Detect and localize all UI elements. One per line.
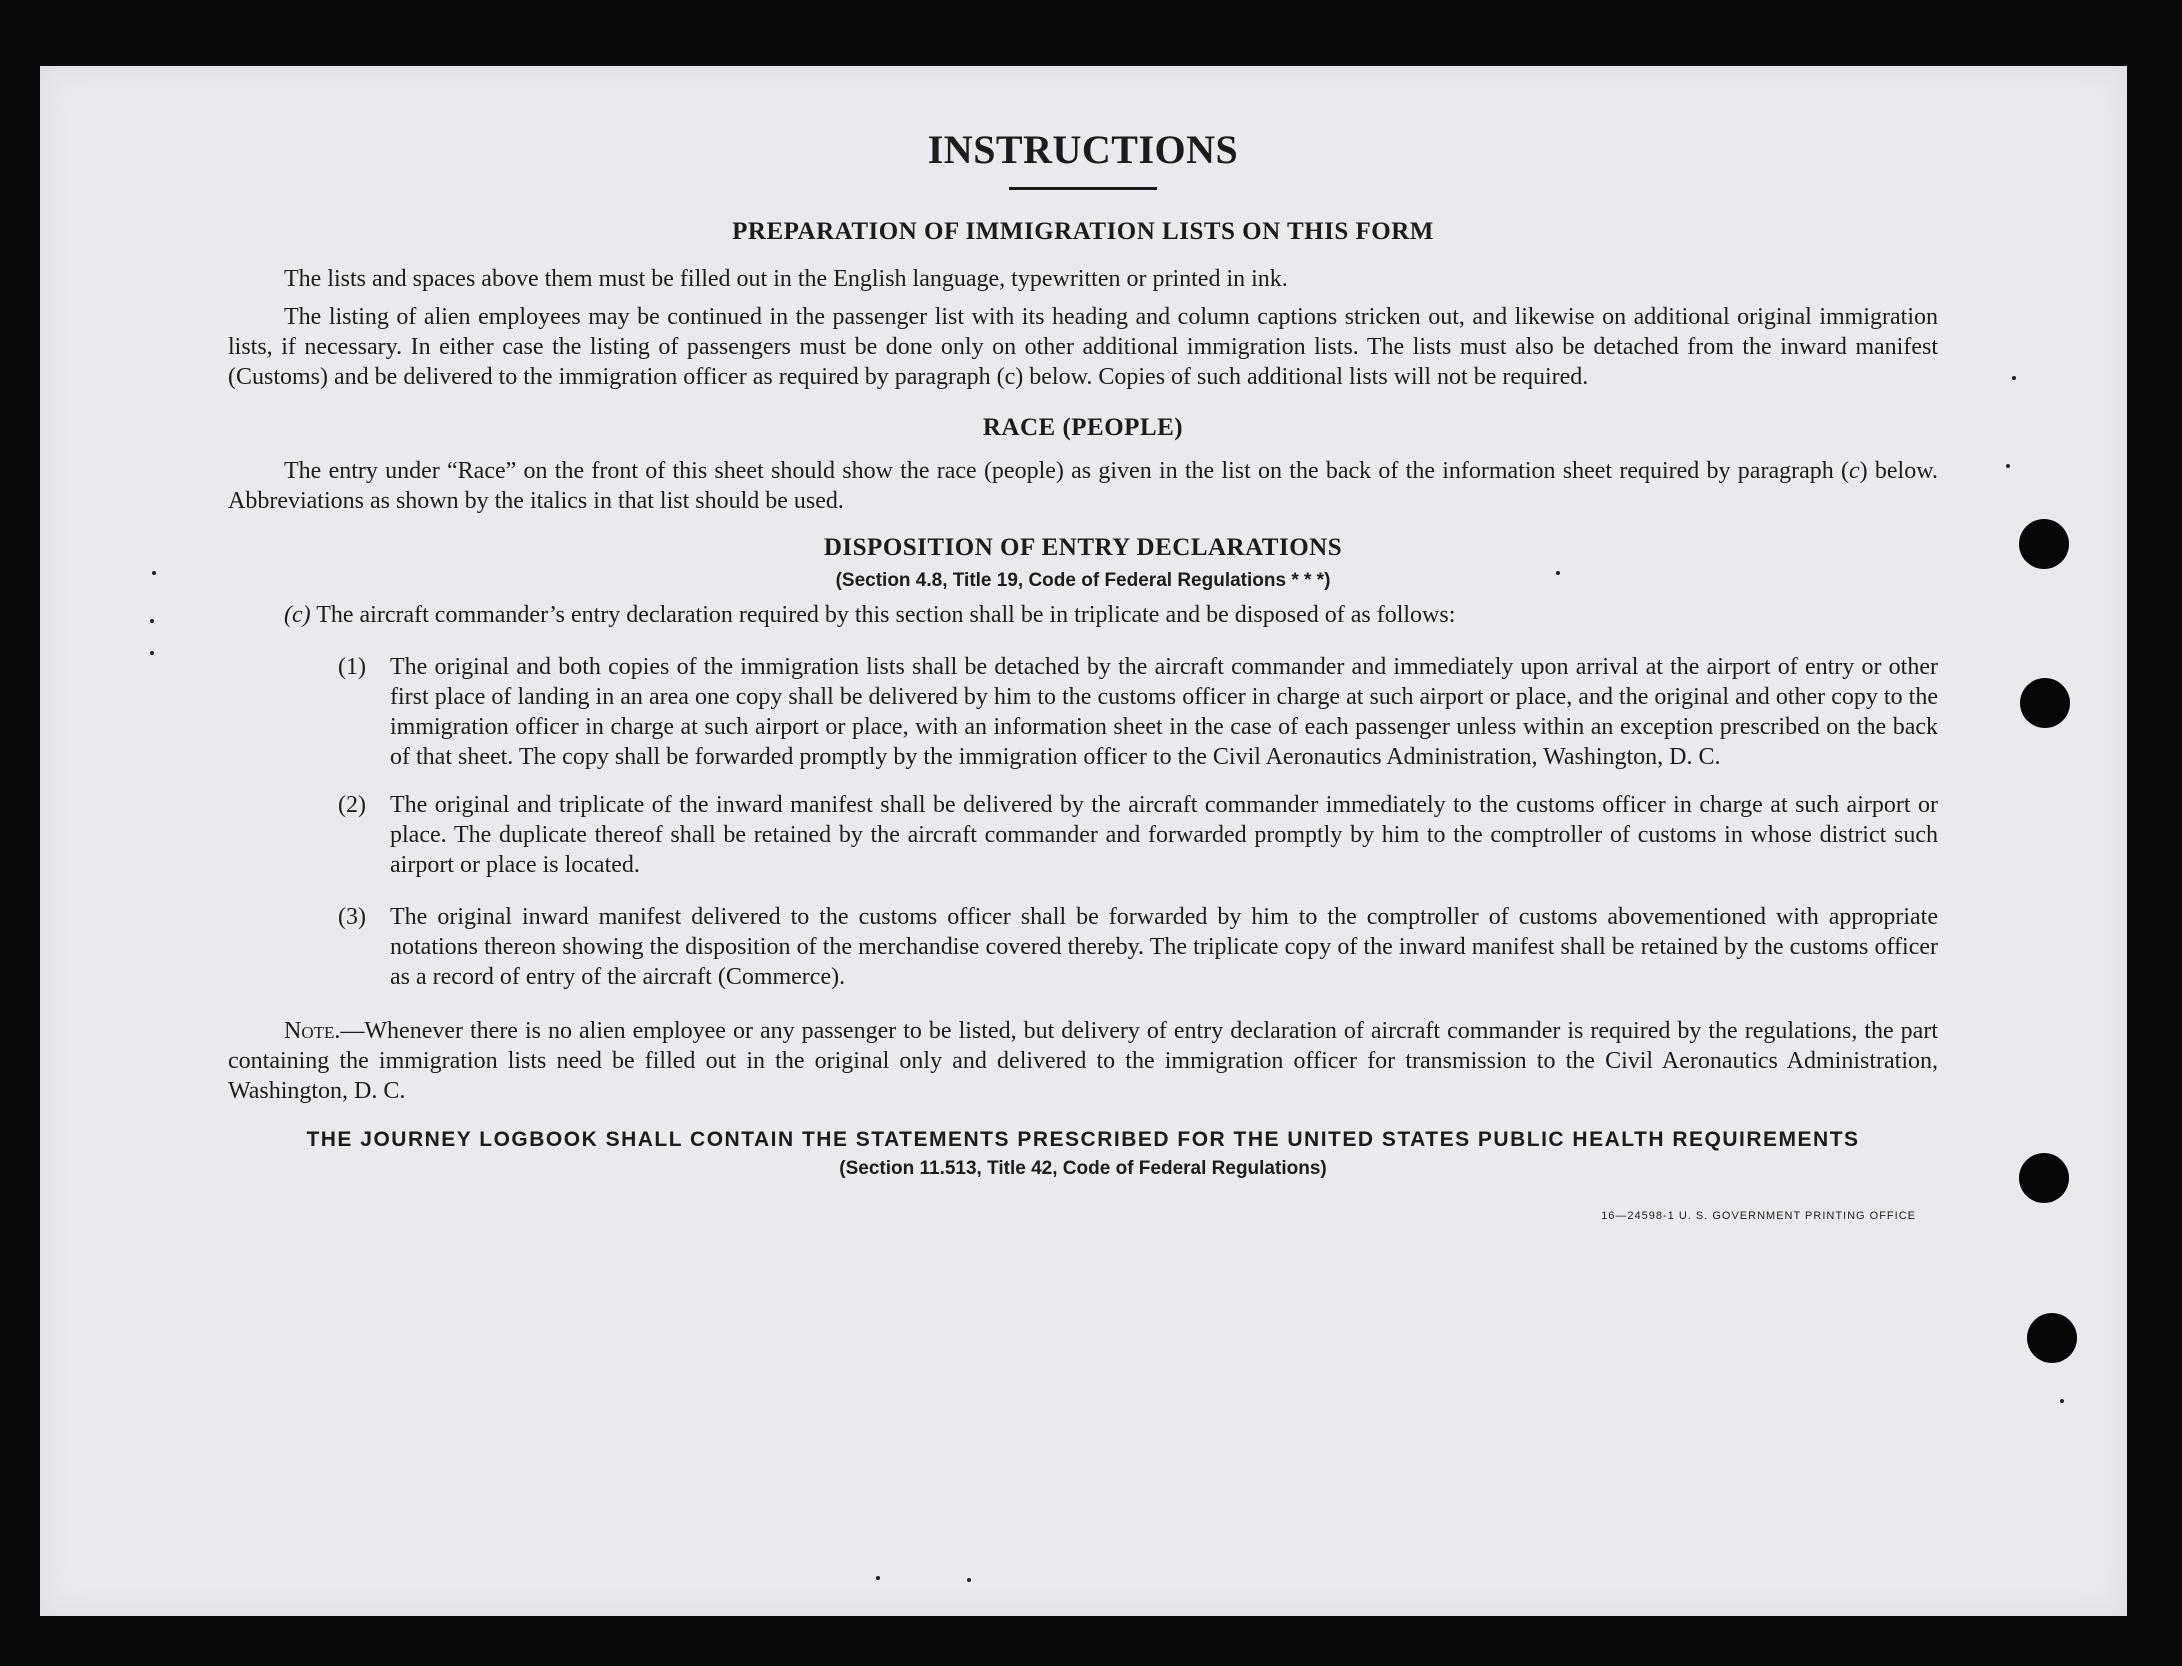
race-heading: RACE (PEOPLE) (982, 414, 1184, 441)
note-paragraph (228, 1016, 1938, 1106)
punch-hole (2019, 519, 2069, 569)
dust-speck (150, 619, 154, 623)
dust-speck (2060, 1399, 2064, 1403)
printing-office-imprint: 16—24598-1 U. S. GOVERNMENT PRINTING OFFICE (1601, 1210, 1916, 1222)
item-text: The original and triplicate of the inward manifest shall be delivered by the aircraft commander immediately to the customs officer in charge at such airport or place. The duplicate thereof shall be retained by the aircraft commander and forwarded promptly by him to the comptroller of customs in whose district such airport or place is located. (390, 792, 1938, 878)
race-paragraph-ref: c (1849, 458, 1860, 484)
title-underline (1009, 187, 1157, 190)
disposition-item-2 (338, 790, 1938, 880)
disposition-intro-label: (c) (284, 602, 311, 628)
punch-hole (2019, 1153, 2069, 1203)
race-paragraph (228, 456, 1938, 516)
paper-sheet (40, 66, 2127, 1616)
punch-hole (2020, 678, 2070, 728)
dust-speck (967, 1578, 971, 1582)
item-number: (3) (338, 904, 366, 930)
item-number: (2) (338, 792, 366, 818)
note-text: —Whenever there is no alien employee or any passenger to be listed, but delivery of entry declaration of aircraft commander is required by the regulations, the part containing the immigration lists need be filled out in the original only and delivered to the immigration officer for transmission to the Civil Aeronautics Administration, Washington, D. C. (228, 1018, 1938, 1104)
note-label: Note. (284, 1018, 341, 1044)
preparation-paragraph-2: The listing of alien employees may be continued in the passenger list with its heading and column captions stricken out, and likewise on additional original immigration lists, if necessary. In either case the listing of passengers must be done only on other additional immigration lists. The lists must also be detached from the inward manifest (Customs) and be delivered to the immigration officer as required by paragraph (c) below. Copies of such additional lists will not be required. (228, 304, 1938, 390)
preparation-paragraph-1: The lists and spaces above them must be filled out in the English language, typewritten or printed in ink. (284, 266, 1288, 292)
disposition-item-1 (338, 652, 1938, 772)
dust-speck (876, 1576, 880, 1580)
item-number: (1) (338, 654, 366, 680)
health-requirements-citation: (Section 11.513, Title 42, Code of Federal Regulations) (839, 1158, 1327, 1179)
item-text: The original and both copies of the immigration lists shall be detached by the aircraft commander and immediately upon arrival at the airport of entry or other first place of landing in an area one copy shall be delivered by him to the customs officer in charge at such airport or place, and the original and other copy to the immigration officer in charge at such airport or place, with an information sheet in the case of each passenger unless within an exception prescribed on the back of that sheet. The copy shall be forwarded promptly by the immigration officer to the Civil Aeronautics Administration, Washington, D. C. (390, 654, 1938, 770)
disposition-intro-text: The aircraft commander’s entry declaration required by this section shall be in triplicate and be disposed of as follows: (310, 602, 1456, 628)
disposition-citation: (Section 4.8, Title 19, Code of Federal Regulations * * *) (835, 570, 1331, 591)
instructions-body (228, 126, 1938, 1222)
disposition-item-3 (338, 902, 1938, 992)
race-text-end: ) below. Abbreviations as shown by the italics in that list should be used. (228, 458, 1938, 514)
dust-speck (2006, 464, 2010, 468)
preparation-heading: PREPARATION OF IMMIGRATION LISTS ON THIS FORM (732, 218, 1434, 245)
dust-speck (152, 571, 156, 575)
disposition-intro (228, 600, 1938, 630)
page-title: INSTRUCTIONS (927, 127, 1239, 172)
race-text-start: The entry under “Race” on the front of this sheet should show the race (people) as given in the list on the back of the information sheet required by paragraph ( (284, 458, 1849, 484)
dust-speck (2012, 376, 2016, 380)
disposition-heading: DISPOSITION OF ENTRY DECLARATIONS (823, 534, 1343, 561)
item-text: The original inward manifest delivered to the customs officer shall be forwarded by him to the comptroller of customs abovementioned with appropriate notations thereon showing the disposition of the merchandise covered thereby. The triplicate copy of the inward manifest shall be retained by the customs officer as a record of entry of the aircraft (Commerce). (390, 904, 1938, 990)
health-requirements-notice: THE JOURNEY LOGBOOK SHALL CONTAIN THE STATEMENTS PRESCRIBED FOR THE UNITED STATES PUBLIC HEALTH REQUIREMENTS (306, 1128, 1860, 1151)
punch-hole (2027, 1313, 2077, 1363)
dust-speck (150, 651, 154, 655)
